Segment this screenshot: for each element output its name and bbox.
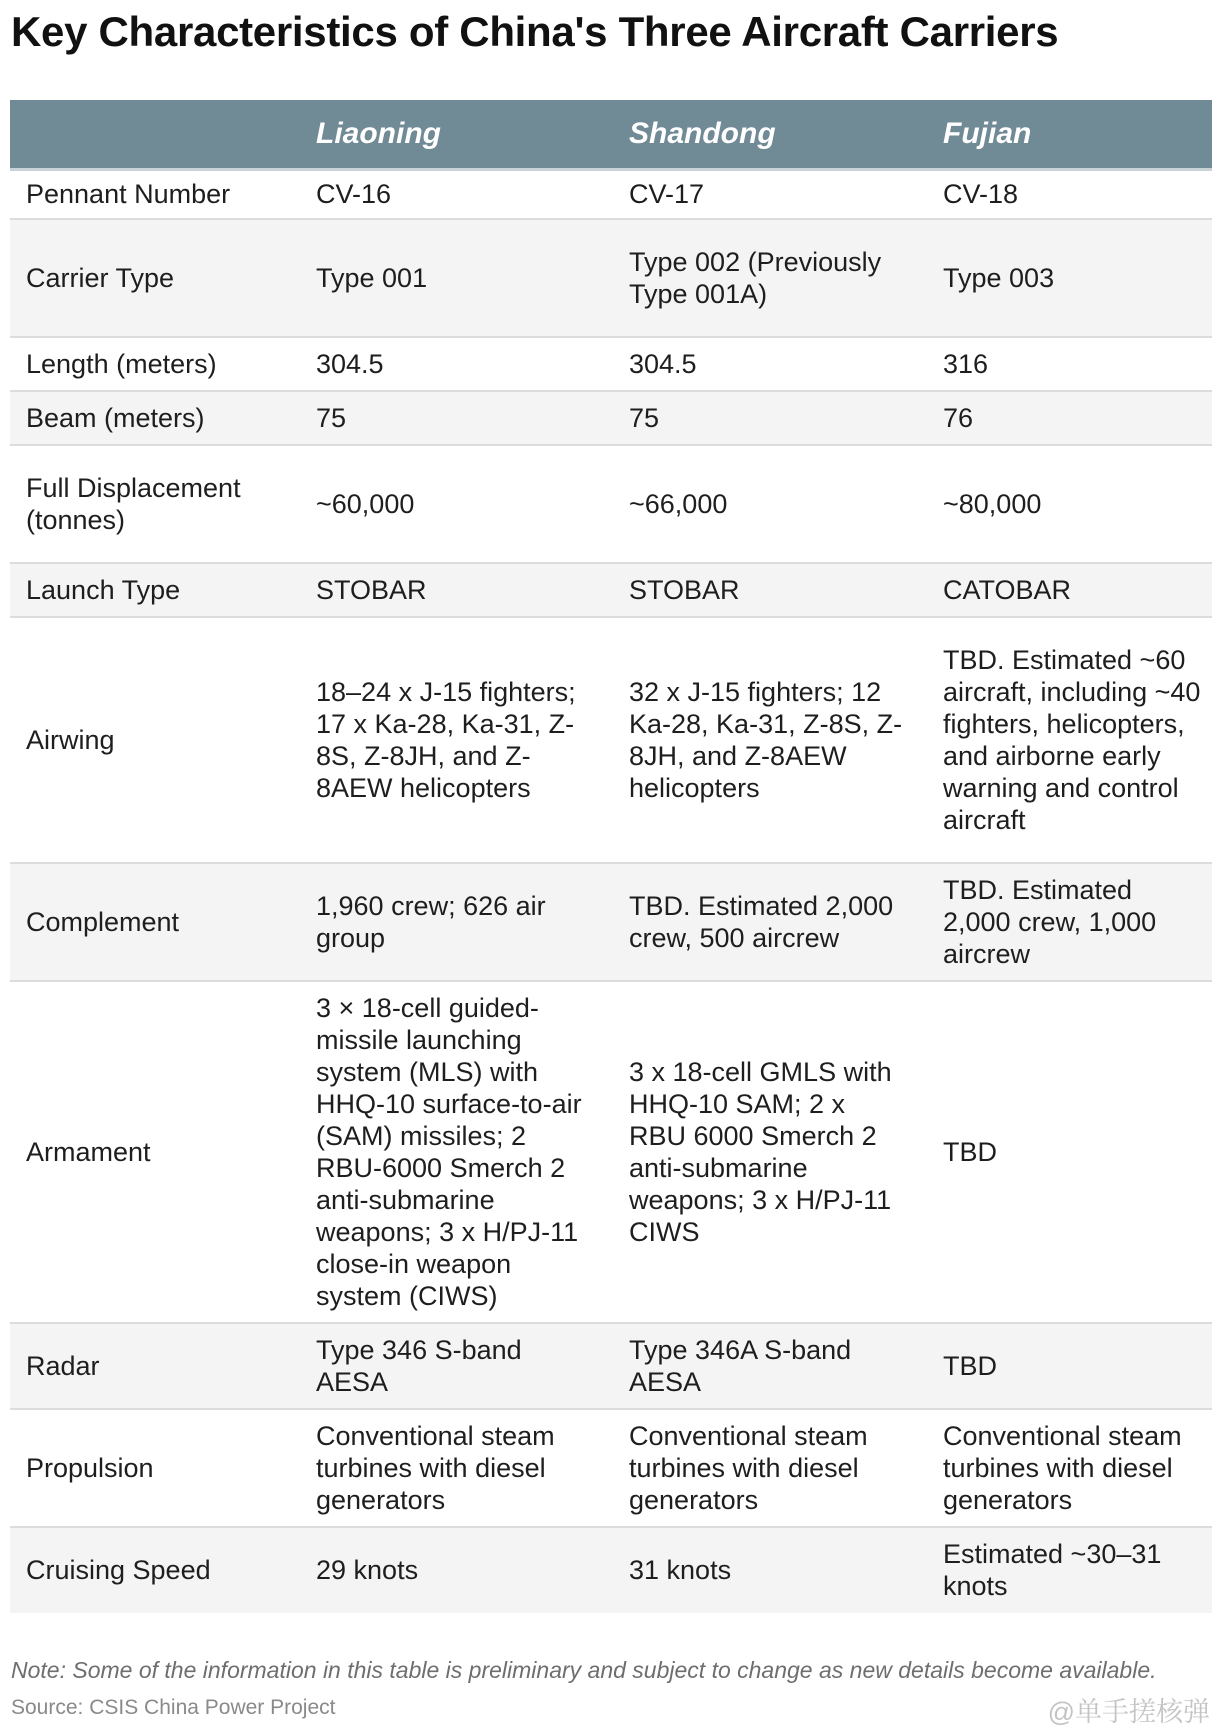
table-cell: 76: [917, 391, 1212, 445]
table-cell: Type 001: [290, 219, 603, 337]
table-row: [10, 391, 1212, 445]
table-note: Note: Some of the information in this table is preliminary and subject to change as new details become available.: [11, 1657, 1157, 1683]
table-cell: Conventional steam turbines with diesel generators: [603, 1409, 917, 1527]
table-cell: 316: [917, 337, 1212, 391]
table-cell: 1,960 crew; 626 air group: [290, 863, 603, 981]
table-cell: CATOBAR: [917, 563, 1212, 617]
table-cell: TBD: [917, 981, 1212, 1323]
carrier-table-container: [10, 100, 1212, 1613]
row-label: Full Displacement (tonnes): [10, 445, 290, 563]
table-row: [10, 337, 1212, 391]
table-cell: 75: [603, 391, 917, 445]
table-cell: Conventional steam turbines with diesel generators: [290, 1409, 603, 1527]
table-cell: Type 346 S-band AESA: [290, 1323, 603, 1409]
table-cell: 18–24 x J-15 fighters; 17 x Ka-28, Ka-31, Z-8S, Z-8JH, and Z-8AEW helicopters: [290, 617, 603, 863]
table-cell: CV-16: [290, 170, 603, 219]
table-cell: TBD. Estimated ~60 aircraft, including ~40 fighters, helicopters, and airborne early warning and control aircraft: [917, 617, 1212, 863]
weibo-watermark: @单手搓核弹: [1047, 1697, 1210, 1727]
table-row: [10, 1527, 1212, 1613]
table-cell: CV-18: [917, 170, 1212, 219]
row-label: Propulsion: [10, 1409, 290, 1527]
table-row: [10, 170, 1212, 219]
table-cell: 304.5: [290, 337, 603, 391]
table-cell: 3 × 18-cell guided-missile launching system (MLS) with HHQ-10 surface-to-air (SAM) missiles; 2 RBU-6000 Smerch 2 anti-submarine weapons; 3 x H/PJ-11 close-in weapon system (CIWS): [290, 981, 603, 1323]
row-label: Carrier Type: [10, 219, 290, 337]
row-label: Cruising Speed: [10, 1527, 290, 1613]
table-row: [10, 563, 1212, 617]
table-row: [10, 863, 1212, 981]
table-cell: ~80,000: [917, 445, 1212, 563]
table-cell: TBD: [917, 1323, 1212, 1409]
table-cell: 75: [290, 391, 603, 445]
table-row: [10, 617, 1212, 863]
row-label: Pennant Number: [10, 170, 290, 219]
row-label: Complement: [10, 863, 290, 981]
table-cell: TBD. Estimated 2,000 crew, 1,000 aircrew: [917, 863, 1212, 981]
table-cell: STOBAR: [290, 563, 603, 617]
table-cell: Type 346A S-band AESA: [603, 1323, 917, 1409]
table-row: [10, 445, 1212, 563]
table-cell: ~60,000: [290, 445, 603, 563]
table-cell: TBD. Estimated 2,000 crew, 500 aircrew: [603, 863, 917, 981]
row-label: Airwing: [10, 617, 290, 863]
table-cell: 31 knots: [603, 1527, 917, 1613]
table-cell: 3 x 18-cell GMLS with HHQ-10 SAM; 2 x RBU 6000 Smerch 2 anti-submarine weapons; 3 x H/PJ-11 CIWS: [603, 981, 917, 1323]
header-cell-shandong: Shandong: [603, 100, 917, 170]
table-cell: CV-17: [603, 170, 917, 219]
table-row: [10, 219, 1212, 337]
row-label: Launch Type: [10, 563, 290, 617]
row-label: Radar: [10, 1323, 290, 1409]
table-cell: Type 002 (Previously Type 001A): [603, 219, 917, 337]
table-row: [10, 1323, 1212, 1409]
table-cell: 32 x J-15 fighters; 12 Ka-28, Ka-31, Z-8S, Z-8JH, and Z-8AEW helicopters: [603, 617, 917, 863]
table-cell: ~66,000: [603, 445, 917, 563]
table-cell: Type 003: [917, 219, 1212, 337]
source-credit: Source: CSIS China Power Project: [11, 1696, 336, 1719]
row-label: Beam (meters): [10, 391, 290, 445]
table-cell: Estimated ~30–31 knots: [917, 1527, 1212, 1613]
row-label: Armament: [10, 981, 290, 1323]
table-cell: 304.5: [603, 337, 917, 391]
table-header-row: [10, 100, 1212, 170]
table-cell: 29 knots: [290, 1527, 603, 1613]
table-row: [10, 1409, 1212, 1527]
page-title: Key Characteristics of China's Three Aircraft Carriers: [11, 8, 1059, 55]
table-row: [10, 981, 1212, 1323]
carrier-characteristics-table: [10, 100, 1212, 1613]
header-cell-liaoning: Liaoning: [290, 100, 603, 170]
table-cell: STOBAR: [603, 563, 917, 617]
row-label: Length (meters): [10, 337, 290, 391]
header-cell-blank: [10, 100, 290, 170]
header-cell-fujian: Fujian: [917, 100, 1212, 170]
table-cell: Conventional steam turbines with diesel generators: [917, 1409, 1212, 1527]
